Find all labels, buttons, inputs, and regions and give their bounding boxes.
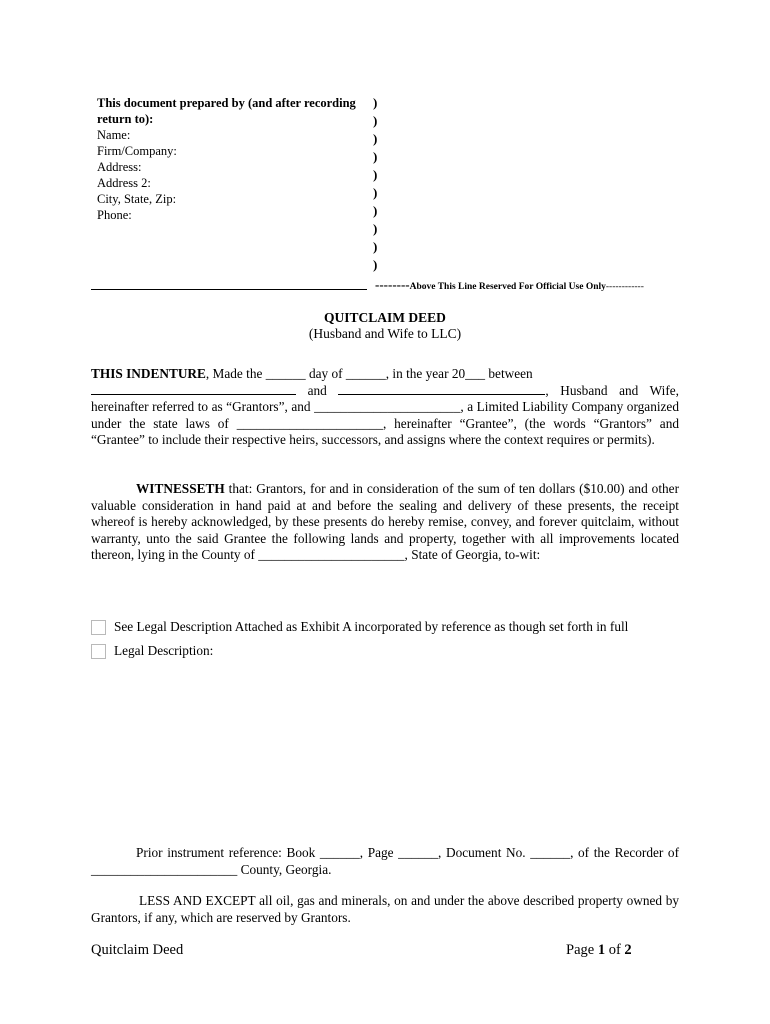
prepared-field-phone: Phone: bbox=[97, 208, 132, 222]
legal-description-label: Legal Description: bbox=[114, 643, 214, 658]
paren: ) bbox=[373, 95, 378, 110]
paren: ) bbox=[373, 149, 378, 164]
page-label: Page bbox=[566, 942, 598, 958]
paren: ) bbox=[373, 203, 378, 218]
grantor1-blank bbox=[91, 383, 296, 395]
paren: ) bbox=[373, 239, 378, 254]
legal-description-checkbox[interactable] bbox=[91, 644, 106, 659]
prepared-by-heading: This document prepared by (and after recording return to): bbox=[97, 96, 356, 126]
paren: ) bbox=[373, 185, 378, 200]
prior-reference-paragraph: Prior instrument reference: Book ______, Page ______, Document No. ______, of the Recorder of ______________________ County, Georgia. bbox=[91, 845, 679, 877]
page-of: of bbox=[605, 942, 625, 958]
prepared-field-firm: Firm/Company: bbox=[97, 144, 177, 158]
official-use-text: Above This Line Reserved For Official Use Only bbox=[409, 282, 606, 292]
prepared-field-name: Name: bbox=[97, 128, 131, 142]
exhibit-label: See Legal Description Attached as Exhibit A incorporated by reference as though set forth in full bbox=[114, 619, 629, 634]
prepared-by-block bbox=[97, 95, 367, 223]
parens-column bbox=[373, 95, 377, 275]
page-total: 2 bbox=[624, 942, 632, 958]
less-except-paragraph: LESS AND EXCEPT all oil, gas and minerals, on and under the above described property owned by Grantors, if any, which are reserved by Grantors. bbox=[91, 893, 679, 925]
document-subtitle: (Husband and Wife to LLC) bbox=[308, 326, 462, 341]
official-use-prefix: -------- bbox=[375, 277, 410, 292]
paren: ) bbox=[373, 257, 378, 272]
indenture-lead: THIS INDENTURE bbox=[91, 366, 206, 381]
witnesseth-lead: WITNESSETH bbox=[136, 481, 225, 496]
indenture-text-3: , Husband and Wife, hereinafter referred to as “Grantors”, and ______________________, a Limited Liability Company organized under the state laws of ______________________, hereinafter “Grantee”, (the words “Grantors” and “Grantee” to include their respective heirs, successors, and assigns where the context requires or permits). bbox=[91, 382, 679, 447]
prepared-field-address: Address: bbox=[97, 160, 142, 174]
paren: ) bbox=[373, 131, 378, 146]
exhibit-checkbox[interactable] bbox=[91, 620, 106, 635]
prepared-field-city-state-zip: City, State, Zip: bbox=[97, 192, 177, 206]
paren: ) bbox=[373, 113, 378, 128]
footer-document-name: Quitclaim Deed bbox=[91, 942, 184, 958]
grantor2-blank bbox=[338, 383, 545, 395]
official-use-suffix: ------------ bbox=[605, 282, 644, 292]
prepared-field-address2: Address 2: bbox=[97, 176, 151, 190]
indenture-and: and bbox=[307, 382, 327, 398]
indenture-paragraph bbox=[91, 366, 679, 449]
document-title: QUITCLAIM DEED bbox=[324, 310, 446, 325]
indenture-text-1: , Made the ______ day of ______, in the year 20___ between bbox=[205, 366, 533, 381]
exhibit-option[interactable] bbox=[91, 619, 628, 635]
official-use-line bbox=[375, 277, 644, 293]
signature-line bbox=[91, 289, 367, 290]
paren: ) bbox=[373, 221, 378, 236]
witnesseth-text: that: Grantors, for and in consideration of the sum of ten dollars ($10.00) and other valuable consideration in hand paid at and before the sealing and delivery of these presents, the receipt whereof is hereby acknowledged, by these presents do hereby remise, convey, and forever quitclaim, without warranty, unto the said Grantee the following lands and property, together with all improvements located thereon, lying in the County of ______________________, State of Georgia, to-wit: bbox=[91, 481, 679, 562]
paren: ) bbox=[373, 167, 378, 182]
page-current: 1 bbox=[597, 942, 606, 958]
footer-page-number bbox=[566, 942, 632, 959]
legal-description-option[interactable] bbox=[91, 643, 213, 659]
witnesseth-paragraph bbox=[91, 481, 679, 564]
